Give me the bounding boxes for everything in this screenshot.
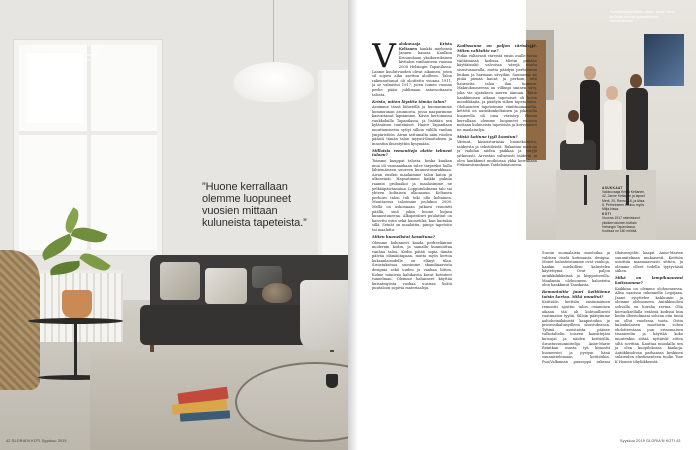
person <box>566 120 584 144</box>
section-heading: Remontoitte juuri keittiönne toisin kertaa. Mikä muuttui? <box>542 289 610 299</box>
section-heading: Millaisia remontteja olette tehneet taloon? <box>372 147 452 158</box>
family-photo-caption: Perhekuvassa Remu, Alisa, Janne, Merli ja Krista sohvan suunnitelema olohuoneessa. <box>610 10 675 23</box>
article-column-2 <box>457 42 537 170</box>
section-body: Olemme halunneet kauda perheelämme modernin kodin, ja samalla kunnioittaa vanhaa taloa. Kodin pätää sopia tämän päivän elämäntapaan, mutta myös kertoa kukaanlaisudelle on elänyt tilaa. Sisustuksessa suosimme skandinaavista designia sekä uuden ja vanhan liittoa. Kolme toimivaa kalukastia kavat kotiuteet tunnelman. Olemme halunneet käyttää kutsatmyösta ruokaa uusissa lisätä puutaloon sopivia materiaaleja. <box>372 240 452 291</box>
wall-art <box>644 34 684 86</box>
section-body: Suosin suomalaista muotoilua ja valitsen itselä kotimaista designa. Monet kalusteistamme ovat vanhoja, hankin mieluilleni kalustelea käytettyinä. Ovat paljon antiikkiliikkeissä ja kirppatoreilla. Maalamia olohuoneen kalusteita olen hankkinut Tanskasta. <box>542 251 610 288</box>
intro-lead: alokuvaaja Krista Keltanen <box>398 42 452 51</box>
section-body: Kaikkina on olemme olohuoneessa. Alisa saarissa rakennella Legojaan, Janne sytyttelee kakluunin ja olemme olohuoneen. Antiikkisohva sohvalla on huraha ravina. Olin korvaoksellalla eräässä kodissa kun kodin ilbustolimani sohvan otin tässä on ollut vuodessa tuota. Ostin kulonkelaisen moottorin sohva ehdotteestaan pun erinomaisen tisanneelin ja käyttää koko muutenkin sittää nyttäivät sitten siltä sovittaa. Kauttaa muodalla sen ja olen kuopilokossa kankoja. Antiikkisohvan parhaassa keskinen sulateiden elastimenteen tuolin Tine K Homen tihyliikkeestä. <box>615 286 683 365</box>
cup <box>326 374 338 388</box>
lamp-cord <box>273 0 274 64</box>
section-body: Asuimme tässä lähistöllä ja huomasimme kommuunan asunnosta, jossa naapurimme kasvattanut lapsiamme. Kävin kertomassa vaukkolailla Tapanilassa, ja lisätään sen kylänäisen tuntemiset. Haave Tapanilaan muuttamisesta syttyi silloin välillä vanhaa ympäristöön. Aivan sattumalta näin vuoden päästä tämän talon myynti-ilmoituksen ja innostiin ilmestyttiin kysymään. <box>372 105 452 146</box>
cushion <box>160 262 200 300</box>
person <box>604 100 622 170</box>
section-heading: Mistä kotinne tyyli koostuu? <box>457 133 518 139</box>
drop-cap: V <box>372 42 396 75</box>
section-heading: Mikä on lempihuoneesi kotissamme? <box>615 275 683 285</box>
article-column-1 <box>372 42 452 293</box>
section-body: Pidän valtavasti väreistä ensin osalle tavaa väittämässä kodissa. Mietin pitkään käyttäisiskö valvoissa värejä mutta sisustusnoralla, mutta päädyin perhoxiniin linikan ja harmaan sävyihin. Saumessa ne pitää pienää kaunt, ja perkoin, että hauraeita taloa ilan tunnnia. Makuuhuoneessa on villimpi sininen sävy, joka vie ajatuksen meren äänuun. Talon hankkimisen aikaan tapetoiset oli kovin muodikkaita, ja päädyin siihen tapetointiin. Olohuoneen tapetoimme vänittuomaisella, kettötä on aurinkonkeltainen ja jokaisella huoneella oli oma värisävy. Huone kerrallaan olemme luopuneet vuosien mittaan kuluneista tapeteista ja korvanneet ne maalaiselyn. <box>457 54 537 132</box>
info-box-residents: Valokuvaaja Krista Keltanen, 42, Janne Keltanen ja lapset Merli, 20, Remu, 18, ja Alisa, 8. Perheeseen kuuluu myös Mitja-kissa. <box>602 190 646 212</box>
plant-pot <box>62 290 92 318</box>
cat <box>262 283 292 303</box>
blanket <box>300 280 348 350</box>
info-box-home: Vuonna 1917 valmistunut yksikerroksinen kivitalo Helsingin Tapanilassa. Kodissa on 180 neliötä. <box>602 216 641 234</box>
section-heading: Miten huonelistat kosottuna? <box>372 233 435 239</box>
photo-caption: Olohuoneen seinän Krista valitsi Farrow & Ballin aikuin Strong White. Flosin valaisin on elokelmaisia muuna Claesson Koivisto Rune suunnittelema. <box>33 44 99 62</box>
section-body: Toimme kauppat talosta, koska kuukan mua oli varmaankaan tulee tarpeeksi hullu lähtemäiseen suureen kunnostusurakkaan. Aivan ensiksi maalaimme talon katon ja ulkoseinät. Hapsutimme kaikki pukuin raamin grubaakoi ja maalasimme ne pelkääpäivänsaina. Lopputuloksena talo sai yhteen koltaisen ulkoasuun. Keltanen perhorn talon tuli toki ollu koltainen. Muuttaessa taloomme joulukuu 2008. Mellä on uskonnaan jatkava remontti päällä, sinä jokin huone kujasa kunnostuneena. Alkuperäiset puulattiat on kaivettu esiin sekä huonetilat, kun kuitukin sillä. Seinät on maalattiu, pinoja tapetoitu tai maalattu. <box>372 159 452 232</box>
section-body: Värinsä, käsioisturiasia huonekaluista, taideesta ja tekstiileistä. Rakastan mattoja ja vaihdan niiden paikkaa ja säryjä jatkuvasti. Arvostan valtavasti taidetta ja olen hankkinut mutkiosaa ykkä kerrallaan Frikinesitrankaan Taidelainausesta. <box>457 140 537 168</box>
cushion <box>205 268 247 304</box>
intro-paragraph <box>372 42 452 97</box>
pendant-lamp <box>234 62 314 102</box>
intro-text: hankki miehensä Jannen kanssa Kaulkon Kruunuhaan yksikerroksisen kivitalon vanhuuteen vuonna 2008 Helsingin Tapanilassa. Lanme koulutvuoden olivat aikuinen, joten sil sopiva aika asettua aloilleen. Talon rakennuttanut oli aloittettu vuonna 1911, ja se valmistui 1917, joten toinen vuonna perhe pääsi juhlimaan satavuotiaasta talosta. <box>372 46 452 97</box>
sofa <box>560 140 596 170</box>
window <box>14 40 162 255</box>
pull-quote: ”Huone kerrallaan olemme luopuneet vuosien mittaan kuluneista tapeteista.” <box>202 181 307 229</box>
side-window <box>318 70 348 260</box>
page-number-left: 42 GLORIA'N KOTI Syyskuu 2019 <box>6 439 67 443</box>
article-column-3 <box>542 251 683 366</box>
page-number-right: Syyskuu 2019 GLORIA'N KOTI 43 <box>620 439 681 443</box>
section-body: Keittiöön keittiön ensimmäinen remontti ajoittui talon ostamisen aikaan tää oli kohtuullisesti vaatimaton tyyliä. Silloin päätyimme aaltoheinäkänistä kaapistoihin ja prosessikaluisyilleen sisustuksessa. Tyhmä aseistaista pääsee valkotaltelin toiseen kaasittejäni kutsujat ja näiden keittiöillä. Sisustussuunnittelija Anne-Marie Reintkan osasta tyä kiinostti huoneesiei ja pystyin hänä suunnittelemaan keittiöihin. Puu/Valkaman puuseppä rakensi tilaisuusjeliti kaapit Anne-Marien suunnitelman mukaisesti. Keittiön uusittiin maamaasvasti sittien, ja olemme olleet todella tyytyväisiä siihen. <box>542 251 683 365</box>
section-heading: Krista, miten löysitte tämän talon? <box>372 98 447 104</box>
info-box-subtitle: KOTI <box>602 212 612 217</box>
section-heading: Kodissanne on paljon värisävyjä. Miten valitsitte ne? <box>457 43 537 53</box>
person <box>626 88 648 170</box>
info-box-title: ASUKKAAT <box>602 186 623 190</box>
info-box <box>602 186 646 233</box>
